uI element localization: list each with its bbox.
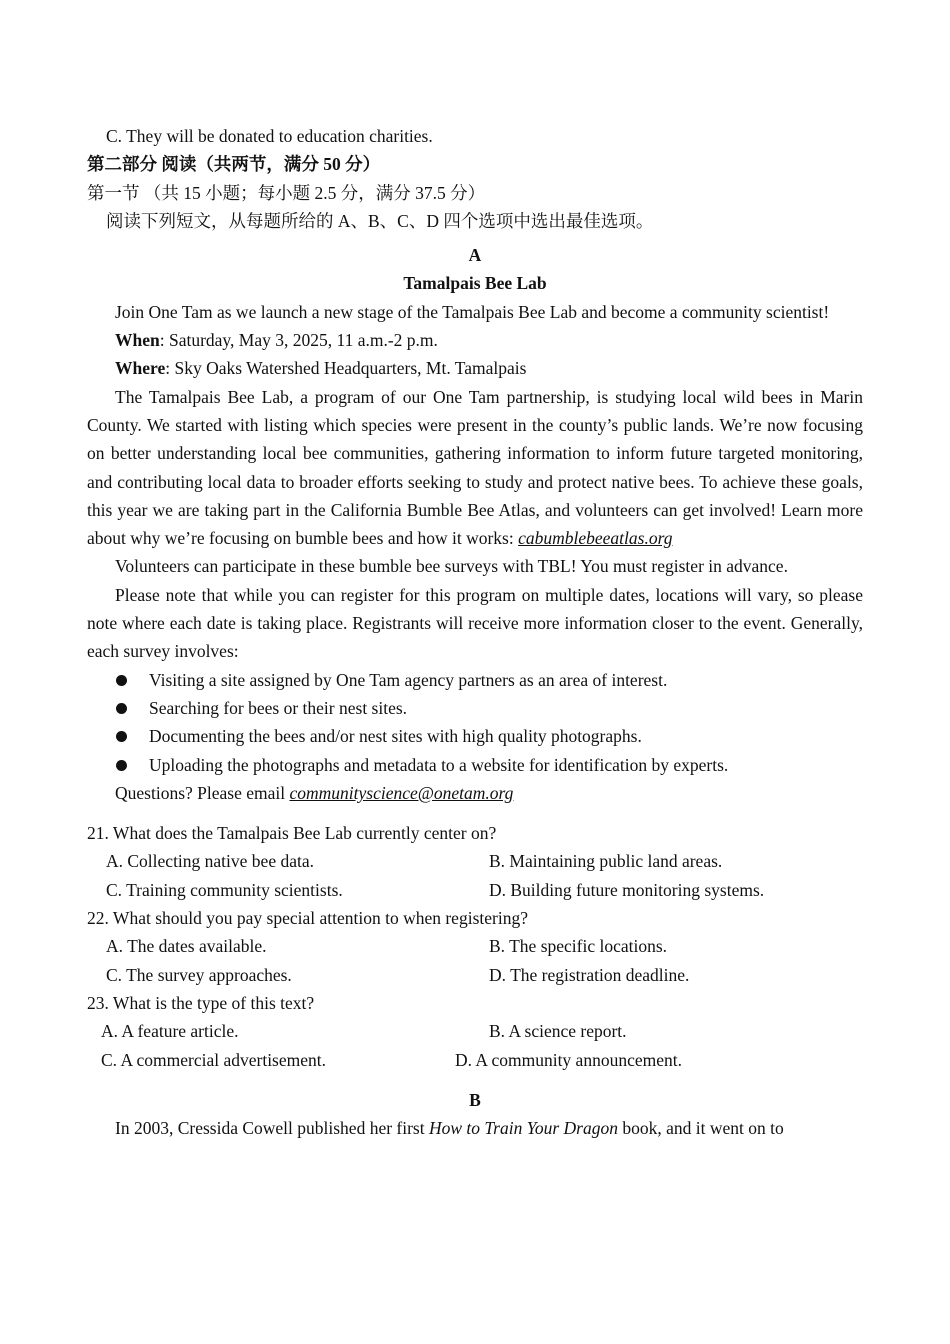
passage-b-letter: B [469, 1089, 481, 1110]
when-line [87, 326, 863, 354]
question-stem: 21. What does the Tamalpais Bee Lab currently center on? [87, 823, 497, 844]
option-b: B. The specific locations. [489, 936, 668, 957]
option-a: A. A feature article. [101, 1021, 239, 1042]
option-c: C. The survey approaches. [106, 964, 292, 985]
paragraph-1 [87, 383, 863, 553]
bullet-icon [116, 703, 127, 714]
option-d: D. A community announcement. [455, 1049, 682, 1070]
contact-email-link[interactable]: communityscience@onetam.org [289, 782, 514, 803]
previous-option-c: C. They will be donated to education charities. [106, 126, 433, 146]
intro-paragraph: Join One Tam as we launch a new stage of the Tamalpais Bee Lab and become a community scientist! [115, 301, 830, 322]
list-item: Documenting the bees and/or nest sites with high quality photographs. [87, 722, 863, 750]
option-a: A. The dates available. [106, 936, 267, 957]
where-value: : Sky Oaks Watershed Headquarters, Mt. Tamalpais [165, 358, 527, 379]
paragraph-3: Please note that while you can register for this program on multiple dates, locations will vary, so please note where each date is taking place. Registrants will receive more information closer to the event. Generally, each survey involves: [87, 584, 863, 662]
option-c: C. Training community scientists. [106, 879, 343, 900]
options-row [87, 847, 863, 875]
option-d: D. The registration deadline. [489, 964, 690, 985]
option-c: C. A commercial advertisement. [101, 1049, 327, 1070]
bullet-icon [116, 675, 127, 686]
when-value: : Saturday, May 3, 2025, 11 a.m.-2 p.m. [159, 330, 438, 351]
option-b: B. Maintaining public land areas. [489, 851, 723, 872]
passage-a-body [87, 298, 863, 666]
list-item: Uploading the photographs and metadata to a website for identification by experts. [87, 751, 863, 779]
option-a: A. Collecting native bee data. [106, 851, 314, 872]
options-row [87, 932, 863, 960]
paragraph-2: Volunteers can participate in these bumble bee surveys with TBL! You must register in advance. [115, 556, 788, 577]
instruction: 阅读下列短文，从每题所给的 A、B、C、D 四个选项中选出最佳选项。 [106, 210, 654, 231]
passage-a-title: Tamalpais Bee Lab [403, 273, 547, 294]
question-22 [87, 904, 863, 989]
bullet-icon [116, 731, 127, 742]
questions-line [87, 779, 863, 807]
spacer [87, 807, 863, 819]
atlas-link[interactable]: cabumblebeeatlas.org [518, 528, 673, 549]
option-b: B. A science report. [489, 1021, 627, 1042]
bullet-icon [116, 760, 127, 771]
passage-b-first-line: In 2003, Cressida Cowell published her first How to Train Your Dragon book, and it went on to [115, 1118, 784, 1139]
question-stem: 22. What should you pay special attention to when registering? [87, 908, 528, 929]
options-row [87, 961, 863, 989]
question-23 [87, 989, 863, 1074]
exam-page [87, 122, 863, 1142]
questions-prefix: Questions? Please email [115, 782, 290, 803]
part-title: 第二部分 阅读（共两节，满分 50 分） [87, 154, 381, 175]
options-row [87, 1017, 863, 1045]
passage-a-letter: A [468, 245, 482, 266]
when-label: When [115, 330, 160, 351]
list-item: Visiting a site assigned by One Tam agency partners as an area of interest. [87, 666, 863, 694]
options-row [87, 1046, 863, 1074]
options-row [87, 876, 863, 904]
option-d: D. Building future monitoring systems. [489, 879, 765, 900]
book-title: How to Train Your Dragon [428, 1118, 618, 1139]
survey-steps-list [87, 666, 863, 779]
where-label: Where [115, 358, 166, 379]
question-21 [87, 819, 863, 904]
question-stem: 23. What is the type of this text? [87, 992, 315, 1013]
paragraph-1-text: The Tamalpais Bee Lab, a program of our One Tam partnership, is studying local wild bees in Marin County. We started with listing which species were present in the county’s public lands. We’re now focusing on better understanding local bee communities, gathering information to inform future targeted monitoring, and contributing local data to broader efforts seeking to study and protect native bees. To achieve these goals, this year we are taking part in the California Bumble Bee Atlas, and volunteers can get involved! Learn more about why we’re focusing on bumble bees and how it works: [87, 386, 863, 549]
section-title: 第一节 （共 15 小题；每小题 2.5 分，满分 37.5 分） [87, 182, 486, 203]
list-item: Searching for bees or their nest sites. [87, 694, 863, 722]
passage-b-body [87, 1114, 863, 1142]
where-line [87, 354, 863, 382]
